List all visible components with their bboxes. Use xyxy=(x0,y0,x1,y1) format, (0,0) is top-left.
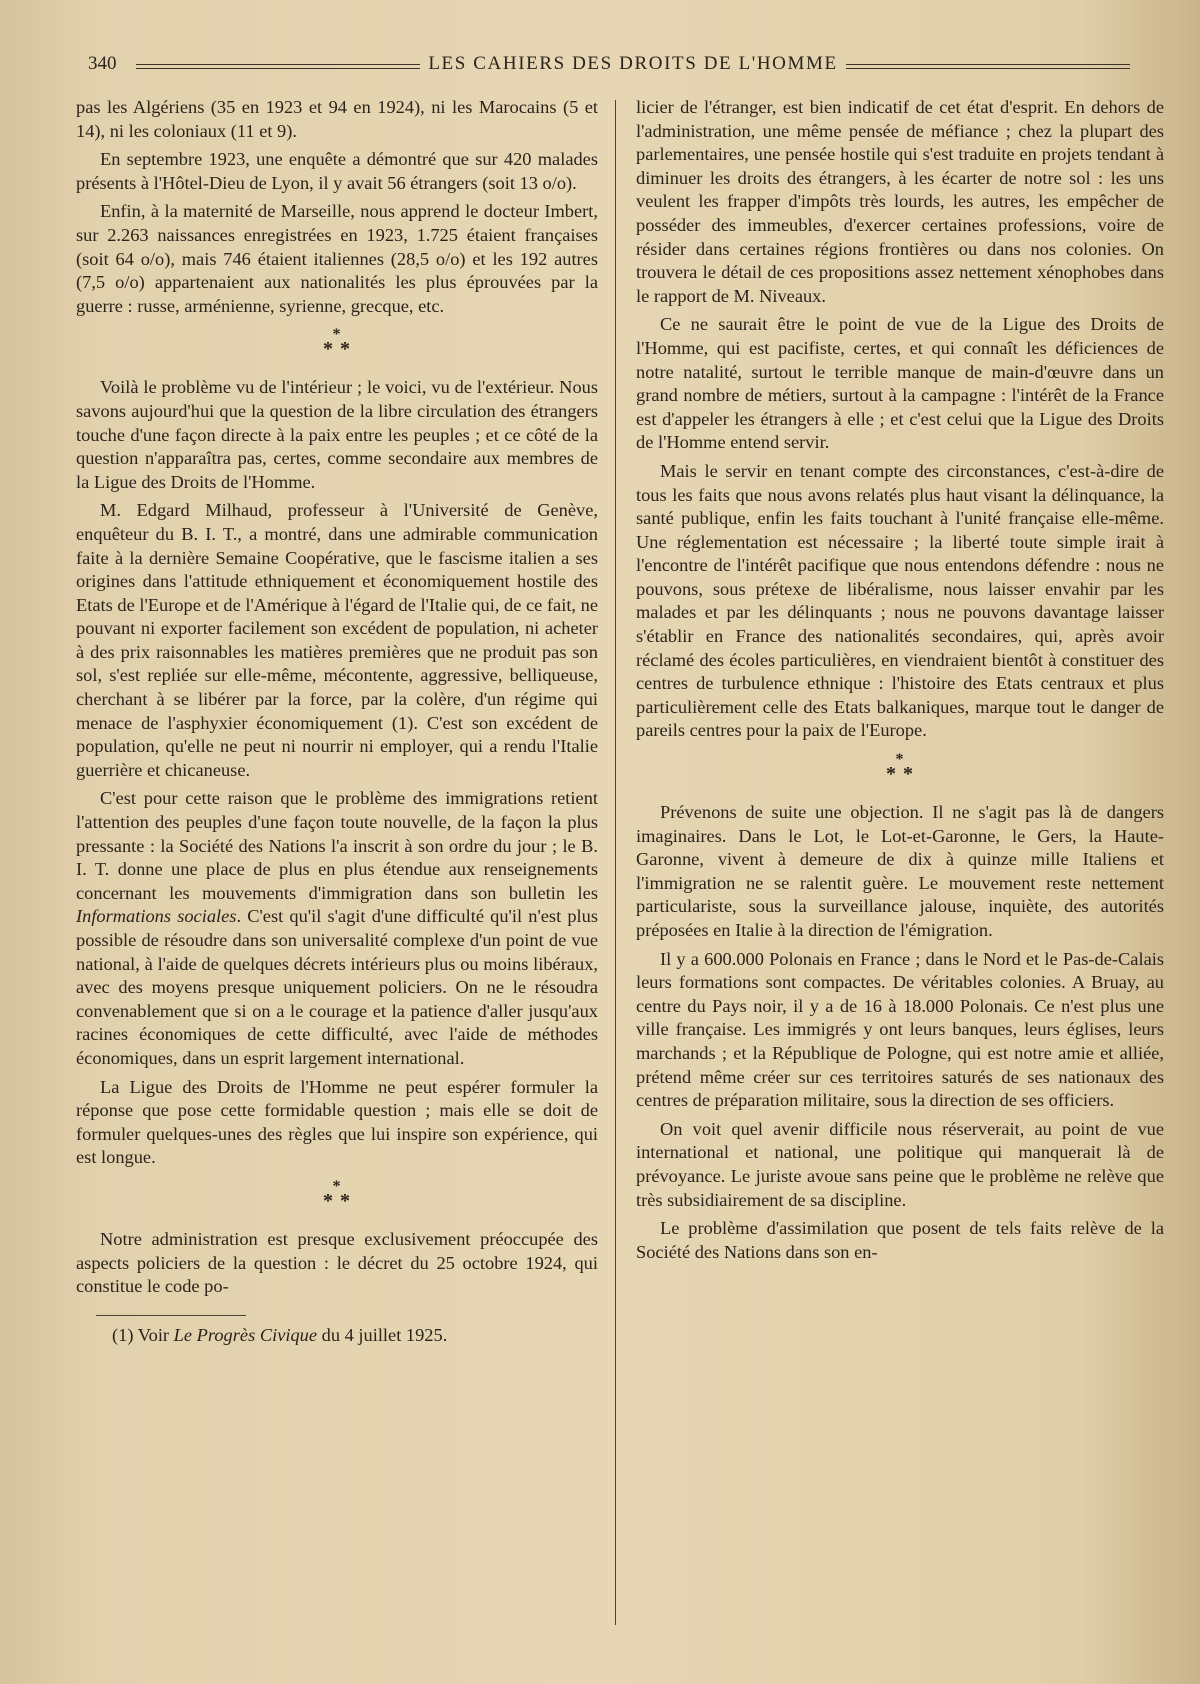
publication-title: Le Progrès Civique xyxy=(173,1324,318,1345)
header-rule-right xyxy=(846,64,1130,65)
paragraph: pas les Algériens (35 en 1923 et 94 en 1924), ni les Marocains (5 et 14), ni les coloniaux (11 et 9). xyxy=(76,97,598,141)
paragraph-text: . C'est qu'il s'agit d'une difficulté qu'il n'est plus possible de résoudre dans son universalité complexe d'un point de vue national, à l'aide de quelques décrets intérieurs plus ou moins libéraux, avec des moyens presque uniquement policiers. On ne le résoudra convenablement que si on a le courage et la patience d'aller jusqu'aux racines économiques de cette difficulté, avec l'aide de méthodes économiques, dans un esprit largement international. xyxy=(76,906,599,1068)
paragraph: La Ligue des Droits de l'Homme ne peut espérer formuler la réponse que pose cette formidable question ; mais elle se doit de formuler quelques-unes des règles que lui inspire son expérience, qui est longue. xyxy=(76,1076,598,1168)
paragraph: On voit quel avenir difficile nous réserverait, au point de vue international et national, une politique qui manquerait là de prévoyance. Le juriste avoue sans peine que le problème ne relève que très subsidiairement de sa discipline. xyxy=(636,1118,1164,1210)
column-divider xyxy=(615,100,616,1625)
paragraph: En septembre 1923, une enquête a démontré que sur 420 malades présents à l'Hôtel-Dieu de Lyon, il y avait 56 étrangers (soit 13 o/o). xyxy=(76,149,598,193)
paragraph: licier de l'étranger, est bien indicatif de cet état d'esprit. En dehors de l'administration, une même pensée de méfiance ; chez la plupart des parlementaires, une pensée hostile qui s'est traduite en projets tendant à diminuer les droits des étrangers, à les écarter de notre sol : les uns veulent les frapper d'impôts très lourds, les autres, les empêcher de posséder des immeubles, d'exercer certaines professions, voire de résider dans certaines régions frontières ou dans nos colonies. On trouvera le détail de ces propositions assez nettement xénophobes dans le rapport de M. Niveaux. xyxy=(636,97,1164,306)
paragraph: Voilà le problème vu de l'intérieur ; le voici, vu de l'extérieur. Nous savons aujourd'hui que la question de la libre circulation des étrangers touche d'une façon directe à la paix entre les peuples ; et ce côté de la question n'apparaîtra pas, certes, comme secondaire aux membres de la Ligue des Droits de l'Homme. xyxy=(76,377,598,492)
header-rule-left xyxy=(136,64,420,65)
paragraph: Notre administration est presque exclusivement préoccupée des aspects policiers de la question : le décret du 25 octobre 1924, qui constitue le code po- xyxy=(76,1228,598,1297)
footnote-text: (1) Voir xyxy=(112,1324,174,1345)
paragraph: Il y a 600.000 Polonais en France ; dans le Nord et le Pas-de-Calais leurs formations sont compactes. De véritables colonies. A Bruay, au centre du Pays noir, il y a de 16 à 18.000 Polonais. Ce n'est plus une ville française. Les immigrés y ont leurs banques, leurs églises, leurs marchands ; et la République de Pologne, qui est notre amie et alliée, prétend même créer sur ces territoires saturés de ses nationaux des centres de préparation militaire, sous la direction de ses officiers. xyxy=(636,948,1164,1111)
paragraph: Ce ne saurait être le point de vue de la Ligue des Droits de l'Homme, qui est pacifiste, certes, et qui connaît les déficiences de notre natalité, surtout le terrible manque de main-d'œuvre dans un grand nombre de métiers, surtout à la campagne : l'intérêt de la France est d'appeler les étrangers à elle ; et c'est celui que la Ligue des Droits de l'Homme entend servir. xyxy=(636,314,1164,453)
paragraph-text: C'est pour cette raison que le problème des immigrations retient l'attention des peuples d'une façon toute nouvelle, de la façon la plus pressante : la Société des Nations l'a inscrit à son ordre du jour ; le B. I. T. donne une place de plus en plus étendue aux renseignements concernant les mouvements d'immigration dans son bulletin les xyxy=(76,788,598,903)
paragraph: Mais le servir en tenant compte des circonstances, c'est-à-dire de tous les faits que nous avons relatés plus haut visant la délinquance, la santé publique, enfin les faits touchant à l'unité française elle-même. Une réglementation est nécessaire ; la liberté toute simple irait à l'encontre de l'intérêt pacifique que nous entendons défendre : nous ne pouvons, sous prétexe de libéralisme, nous laisser envahir par les malades et par les délinquants ; nous ne pouvons davantage laisser s'établir en France des nationalités secondaires, qui, après avoir réclamé des écoles particulières, en viendraient bientôt à constituer des centres de turbulence ethnique : l'histoire des Etats centraux et plus particulièrement celle des Etats balkaniques, marque tout le danger de pareils centres pour la paix de l'Europe. xyxy=(636,460,1164,741)
right-column xyxy=(636,96,1164,1269)
paragraph xyxy=(76,787,598,1070)
footnote xyxy=(76,1324,598,1348)
section-separator: * * * xyxy=(323,1177,351,1212)
paragraph: Le problème d'assimilation que posent de tels faits relève de la Société des Nations dans son en- xyxy=(636,1218,1164,1262)
footnote-text: du 4 juillet 1925. xyxy=(317,1324,448,1345)
page-number: 340 xyxy=(88,53,117,74)
paragraph: Enfin, à la maternité de Marseille, nous apprend le docteur Imbert, sur 2.263 naissances enregistrées en 1923, 1.725 étaient françaises (soit 64 o/o), mais 746 étaient italiennes (28,5 o/o) et les 192 autres (7,5 o/o) appartenaient aux nationalités les plus éprouvées par la guerre : russe, arménienne, syrienne, grecque, etc. xyxy=(76,201,598,316)
section-separator: * * * xyxy=(886,751,914,786)
paragraph: Prévenons de suite une objection. Il ne s'agit pas là de dangers imaginaires. Dans le Lot, le Lot-et-Garonne, le Gers, la Haute-Garonne, vivent à demeure de dix à quinze mille Italiens et l'immigration ne se ralentit guère. Le mouvement reste nettement particulariste, sous la surveillance jalouse, inquiète, des autorités préposées en Italie à la direction de l'émigration. xyxy=(636,802,1164,940)
paragraph: M. Edgard Milhaud, professeur à l'Université de Genève, enquêteur du B. I. T., a montré, dans une admirable communication faite à la dernière Semaine Coopérative, que le fascisme italien a ses origines dans l'attitude ethniquement et économiquement hostile des Etats de l'Europe et de l'Amérique à l'égard de l'Italie qui, de ce fait, ne pouvant ni exporter facilement son excédent de population, ni acheter à des prix raisonnables les matières premières que ne produit pas son sol, s'est repliée sur elle-même, mécontente, aggressive, belliqueuse, cherchant à se libérer par la force, par la colère, d'un régime qui menace de l'asphyxier économiquement (1). C'est son excédent de population, qu'elle ne peut ni nourrir ni employer, qui a rendu l'Italie guerrière et chicaneuse. xyxy=(76,500,598,780)
section-separator: * * * xyxy=(323,326,351,361)
journal-title: LES CAHIERS DES DROITS DE L'HOMME xyxy=(428,53,838,74)
footnote-rule xyxy=(96,1315,246,1316)
page-header xyxy=(88,50,1138,78)
left-column xyxy=(76,96,598,1352)
publication-title: Informations sociales xyxy=(76,906,237,927)
